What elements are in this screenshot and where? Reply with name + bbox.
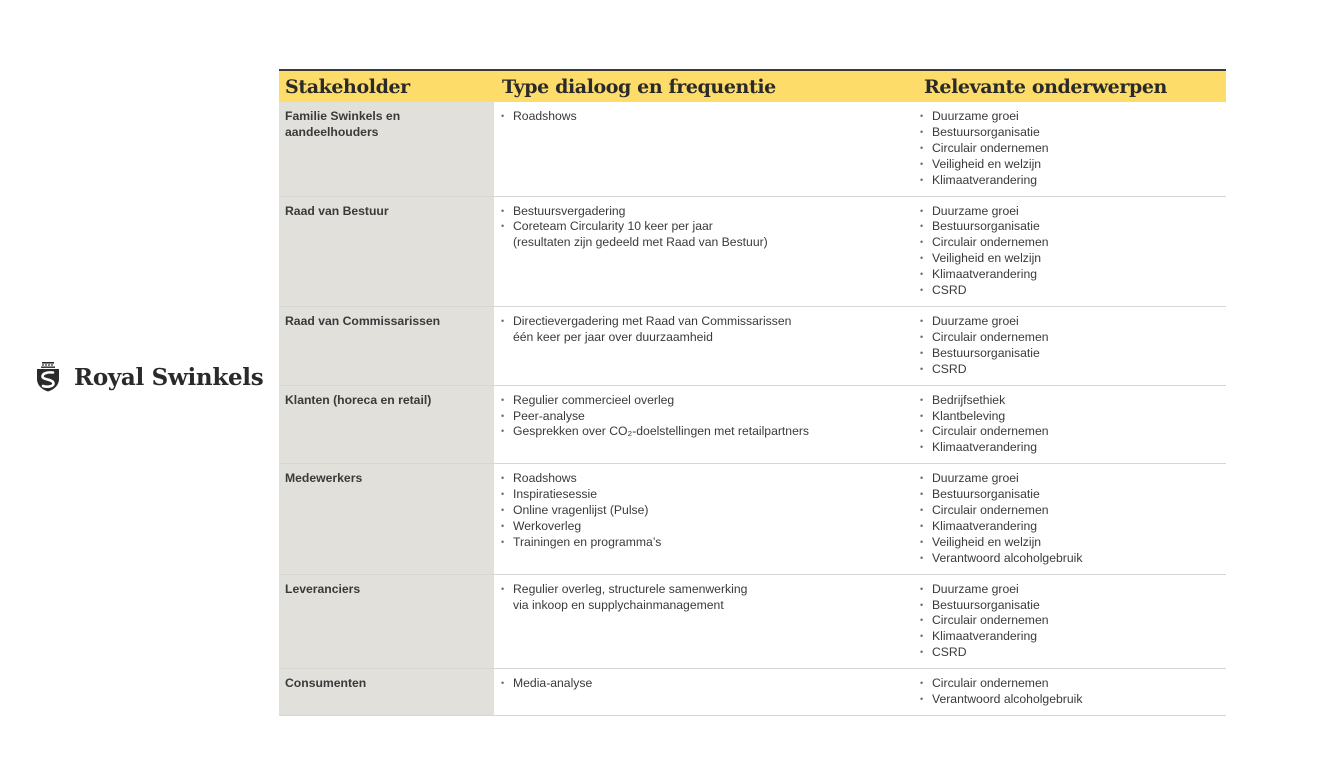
dialogue-item: • Roadshows [501, 471, 908, 487]
dialogue-list [501, 471, 908, 551]
topic-item: • Circulair ondernemen [920, 676, 1220, 692]
dialogue-item: • Trainingen en programma’s [501, 535, 908, 551]
topic-item: • Circulair ondernemen [920, 235, 1220, 251]
topic-item: • Circulair ondernemen [920, 613, 1220, 629]
dialogue-list [501, 109, 908, 125]
topics-cell [914, 574, 1226, 669]
topic-item: • Veiligheid en welzijn [920, 157, 1220, 173]
topic-item: • Duurzame groei [920, 314, 1220, 330]
topics-list [920, 314, 1220, 378]
topics-list [920, 109, 1220, 189]
stakeholder-cell: Raad van Bestuur [279, 196, 494, 306]
dialogue-cell [494, 669, 914, 716]
topic-item: • Circulair ondernemen [920, 424, 1220, 440]
topics-list [920, 204, 1220, 299]
dialogue-cell [494, 102, 914, 196]
topic-item: • Klimaatverandering [920, 629, 1220, 645]
topic-item: • Circulair ondernemen [920, 330, 1220, 346]
stakeholder-cell: Leveranciers [279, 574, 494, 669]
dialogue-item: • Directievergadering met Raad van Commissarissen één keer per jaar over duurzaamheid [501, 314, 908, 346]
dialogue-item: • Regulier commercieel overleg [501, 393, 908, 409]
dialogue-item: • Bestuursvergadering [501, 204, 908, 220]
topic-item: • Veiligheid en welzijn [920, 251, 1220, 267]
stakeholder-cell: Klanten (horeca en retail) [279, 385, 494, 464]
dialogue-list [501, 582, 908, 614]
topics-cell [914, 464, 1226, 574]
dialogue-cell [494, 196, 914, 306]
topics-cell [914, 306, 1226, 385]
topic-item: • Bestuursorganisatie [920, 125, 1220, 141]
table-row [279, 385, 1226, 464]
dialogue-item: • Peer-analyse [501, 409, 908, 425]
dialogue-item: • Roadshows [501, 109, 908, 125]
dialogue-item: • Media-analyse [501, 676, 908, 692]
topic-item: • Bedrijfsethiek [920, 393, 1220, 409]
topic-item: • Duurzame groei [920, 109, 1220, 125]
dialogue-list [501, 393, 908, 441]
dialogue-item: • Werkoverleg [501, 519, 908, 535]
table-row [279, 102, 1226, 196]
topic-item: • Veiligheid en welzijn [920, 535, 1220, 551]
topic-item: • Duurzame groei [920, 204, 1220, 220]
topic-item: • CSRD [920, 283, 1220, 299]
dialogue-cell [494, 385, 914, 464]
dialogue-list [501, 314, 908, 346]
dialogue-list [501, 204, 908, 252]
dialogue-cell [494, 306, 914, 385]
topic-item: • CSRD [920, 362, 1220, 378]
table-header [279, 70, 1226, 102]
topics-cell [914, 196, 1226, 306]
dialogue-item: • Coreteam Circularity 10 keer per jaar (resultaten zijn gedeeld met Raad van Bestuur) [501, 219, 908, 251]
topic-item: • Bestuursorganisatie [920, 346, 1220, 362]
table-row [279, 574, 1226, 669]
topic-item: • Bestuursorganisatie [920, 487, 1220, 503]
dialogue-cell [494, 574, 914, 669]
topics-cell [914, 385, 1226, 464]
header-dialogue: Type dialoog en frequentie [494, 70, 914, 102]
table-row [279, 669, 1226, 716]
topic-item: • Circulair ondernemen [920, 503, 1220, 519]
topic-item: • CSRD [920, 645, 1220, 661]
dialogue-item: • Inspiratiesessie [501, 487, 908, 503]
topics-list [920, 471, 1220, 566]
table-row [279, 306, 1226, 385]
stakeholder-cell: Consumenten [279, 669, 494, 716]
topic-item: • Klimaatverandering [920, 173, 1220, 189]
stakeholder-table [279, 69, 1226, 716]
topic-item: • Verantwoord alcoholgebruik [920, 551, 1220, 567]
topic-item: • Klimaatverandering [920, 519, 1220, 535]
table-body [279, 102, 1226, 716]
topic-item: • Klimaatverandering [920, 440, 1220, 456]
brand-name: Royal Swinkels [74, 363, 264, 391]
dialogue-item: • Gesprekken over CO₂-doelstellingen met retailpartners [501, 424, 908, 440]
stakeholder-cell: Medewerkers [279, 464, 494, 574]
topic-item: • Bestuursorganisatie [920, 219, 1220, 235]
topic-item: • Verantwoord alcoholgebruik [920, 692, 1220, 708]
topic-item: • Circulair ondernemen [920, 141, 1220, 157]
topics-list [920, 393, 1220, 457]
stakeholder-cell: Familie Swinkels en aandeelhouders [279, 102, 494, 196]
topic-item: • Klantbeleving [920, 409, 1220, 425]
topics-list [920, 676, 1220, 708]
topics-cell [914, 669, 1226, 716]
topics-list [920, 582, 1220, 662]
topic-item: • Duurzame groei [920, 471, 1220, 487]
header-topics: Relevante onderwerpen [914, 70, 1226, 102]
header-stakeholder: Stakeholder [279, 70, 494, 102]
dialogue-cell [494, 464, 914, 574]
dialogue-item: • Regulier overleg, structurele samenwerking via inkoop en supplychainmanagement [501, 582, 908, 614]
topic-item: • Klimaatverandering [920, 267, 1220, 283]
brand-logo [34, 362, 263, 392]
swinkels-crest-icon [34, 362, 62, 392]
dialogue-item: • Online vragenlijst (Pulse) [501, 503, 908, 519]
table-row [279, 464, 1226, 574]
topic-item: • Bestuursorganisatie [920, 598, 1220, 614]
stakeholder-cell: Raad van Commissarissen [279, 306, 494, 385]
topics-cell [914, 102, 1226, 196]
topic-item: • Duurzame groei [920, 582, 1220, 598]
table-row [279, 196, 1226, 306]
dialogue-list [501, 676, 908, 692]
